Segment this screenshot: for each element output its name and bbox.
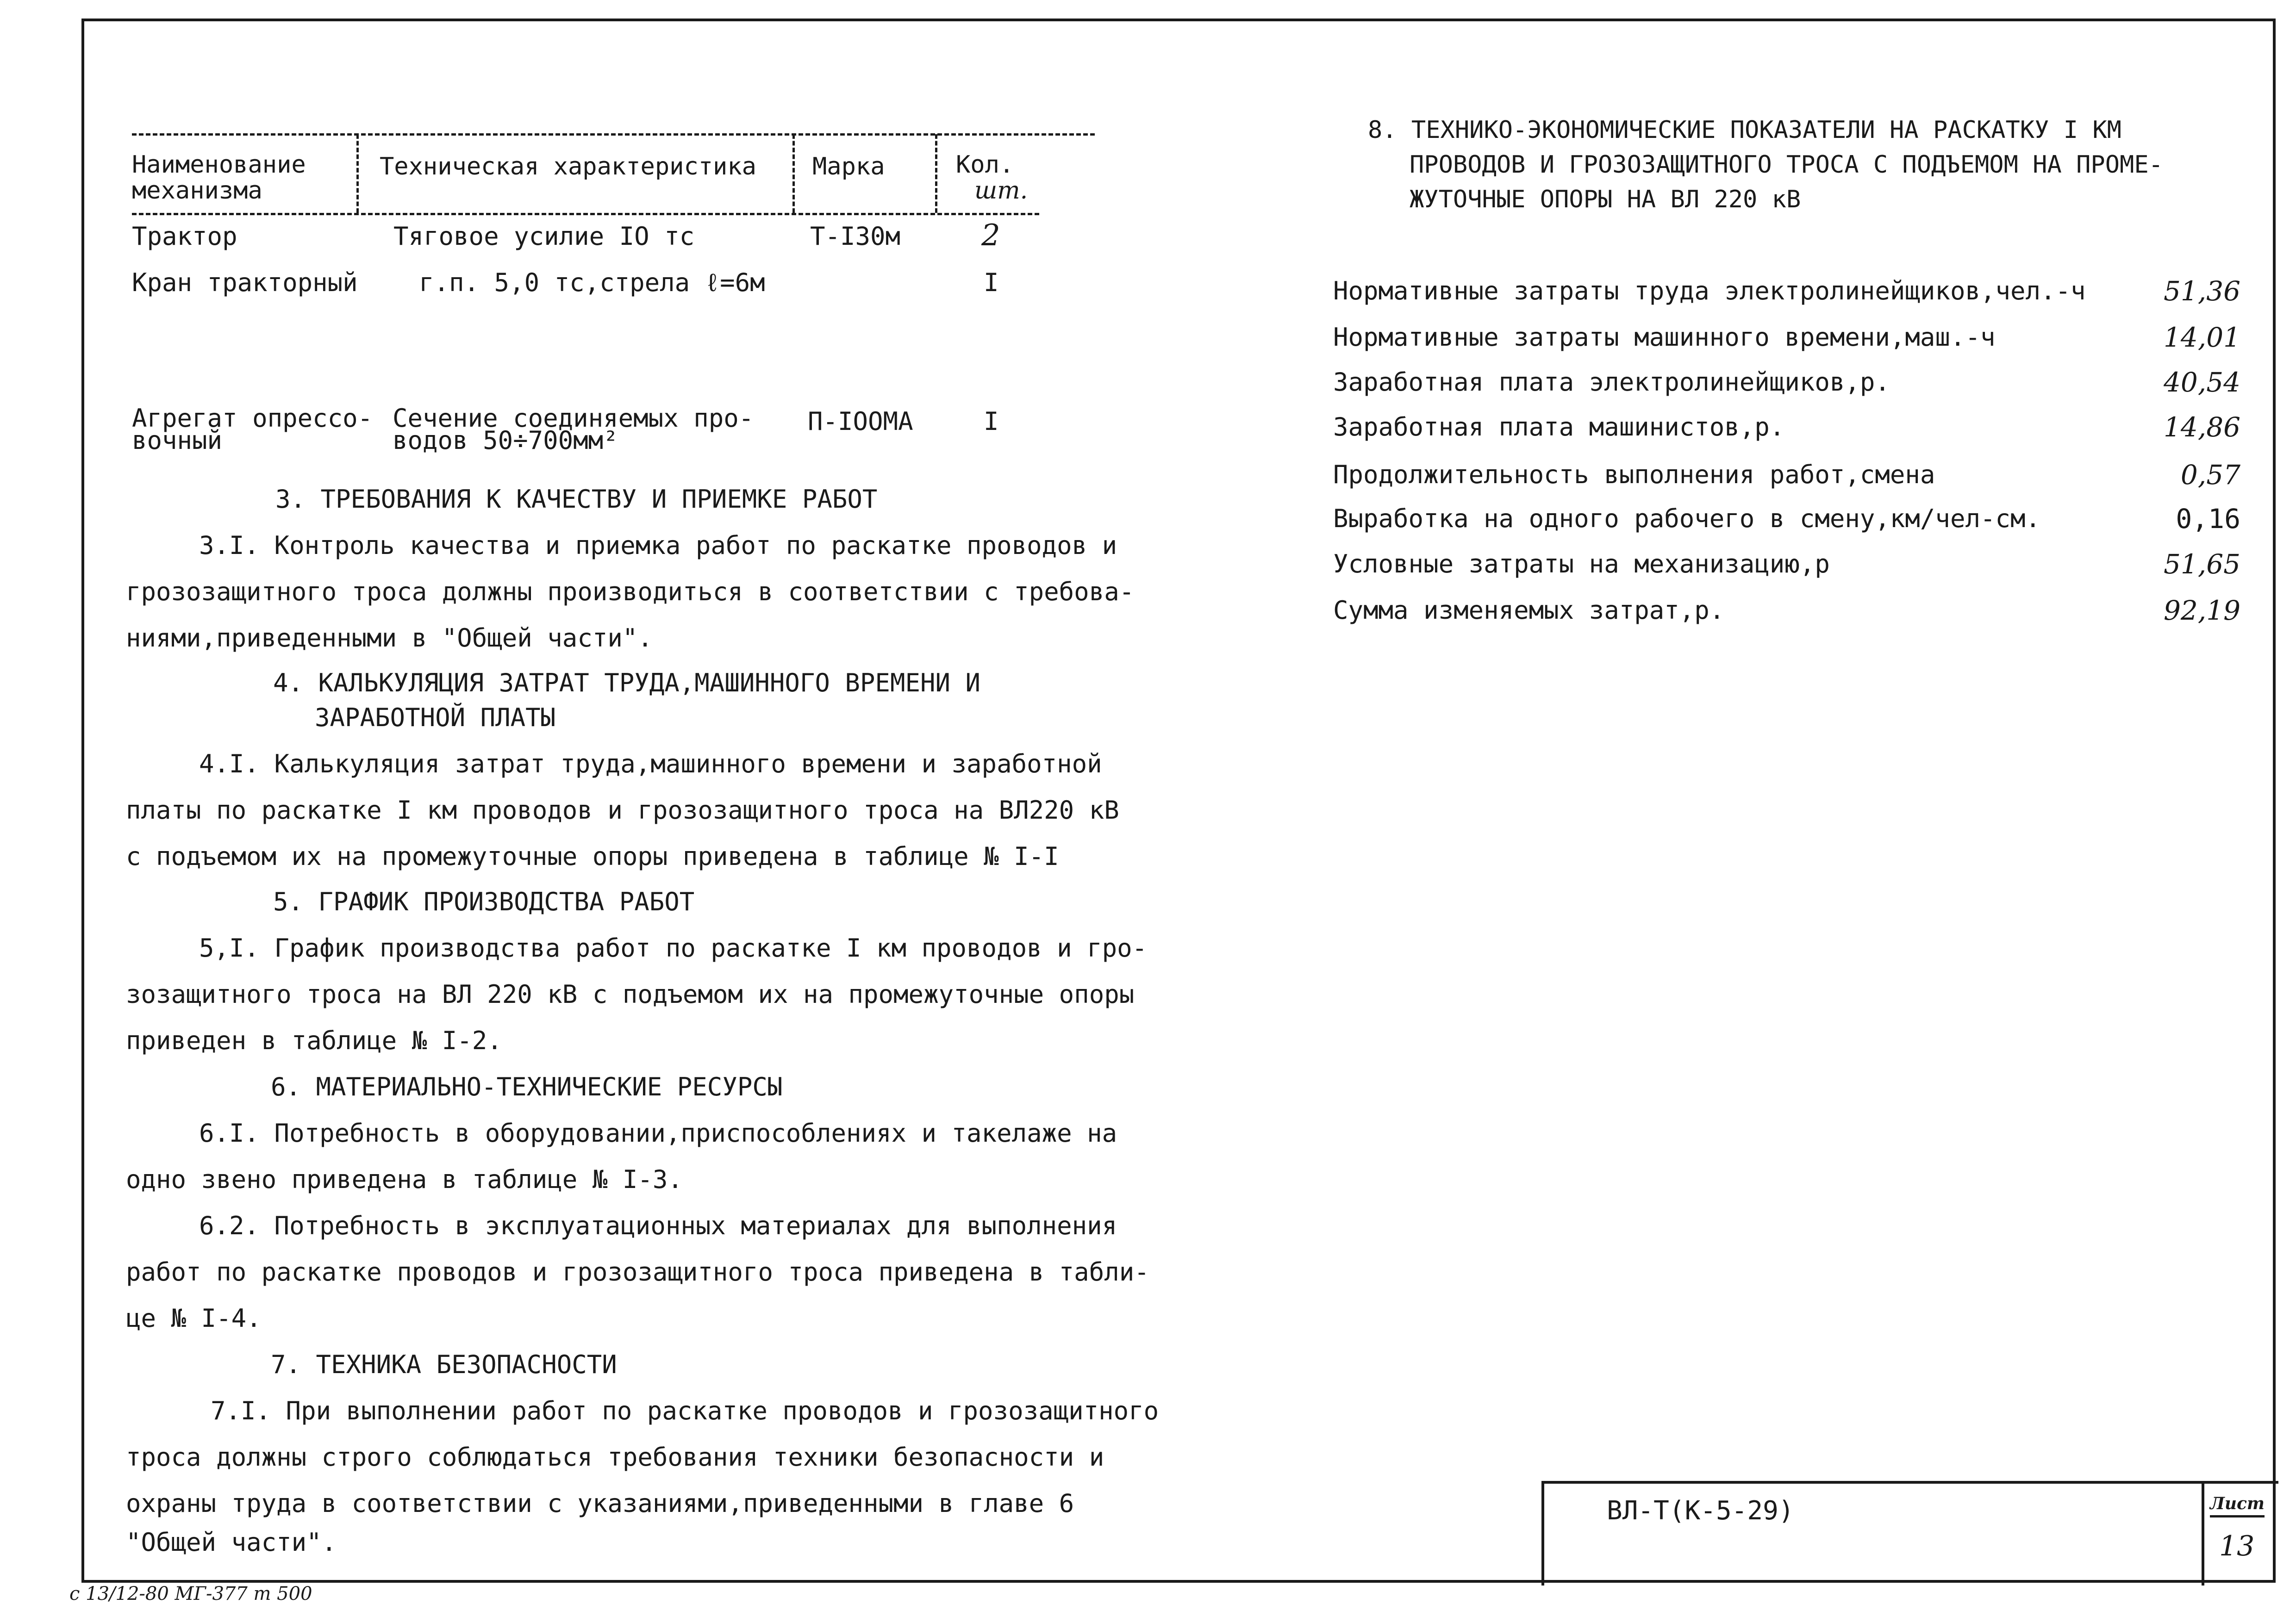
header-spec: Техническая характеристика	[380, 153, 756, 180]
header-name: Наименование механизма	[132, 151, 306, 205]
indicator-label: Нормативные затраты машинного времени,маш.-ч	[1333, 323, 1996, 352]
table-col-divider-1	[356, 134, 359, 213]
row3-brand: П-IOOMA	[808, 407, 913, 436]
header-qty: Кол. шт.	[956, 151, 1028, 205]
indicator-value: 51,36	[2163, 275, 2240, 307]
sheet-number: 13	[2219, 1530, 2255, 1562]
indicator-value: 40,54	[2163, 367, 2240, 398]
indicator-value: 51,65	[2163, 548, 2240, 580]
table-top-rule	[132, 133, 1095, 136]
row2-qty: I	[984, 268, 999, 297]
indicator-label: Продолжительность выполнения работ,смена	[1333, 460, 1935, 489]
table-header-rule	[132, 213, 1039, 215]
section-3-title: 3. ТРЕБОВАНИЯ К КАЧЕСТВУ И ПРИЕМКЕ РАБОТ	[275, 485, 878, 514]
indicator-value: 0,16	[2176, 503, 2240, 535]
indicator-label: Заработная плата машинистов,р.	[1333, 412, 1785, 442]
table-col-divider-3	[935, 134, 937, 213]
row3-qty: I	[984, 407, 999, 436]
footer-note: с 13/12-80 МГ-377 т 500	[69, 1583, 312, 1604]
indicator-label: Сумма изменяемых затрат,р.	[1333, 596, 1725, 625]
frame-top	[81, 19, 2276, 21]
row1-qty: 2	[981, 218, 1000, 253]
sheet-cell	[2202, 1484, 2281, 1586]
section-5-title: 5. ГРАФИК ПРОИЗВОДСТВА РАБОТ	[273, 887, 695, 916]
indicator-label: Условные затраты на механизацию,р	[1333, 549, 1830, 578]
indicator-value: 14,86	[2163, 411, 2240, 443]
row1-spec: Тяговое усилие IO тс	[393, 222, 695, 251]
indicator-label: Заработная плата электролинейщиков,р.	[1333, 367, 1890, 397]
table-col-divider-2	[792, 134, 795, 213]
section-6-title: 6. МАТЕРИАЛЬНО-ТЕХНИЧЕСКИЕ РЕСУРСЫ	[271, 1072, 783, 1101]
row3-name: Агрегат опрессо- вочный	[132, 404, 373, 455]
row2-spec: г.п. 5,0 тс,стрела ℓ=6м	[419, 268, 765, 297]
title-block	[1541, 1481, 2278, 1586]
indicator-label: Выработка на одного рабочего в смену,км/чел-см.	[1333, 504, 2041, 533]
indicator-value: 92,19	[2163, 595, 2240, 626]
indicator-value: 14,01	[2163, 322, 2240, 353]
row2-name: Кран тракторный	[132, 268, 358, 297]
drawing-code: ВЛ-Т(К-5-29)	[1607, 1496, 1794, 1526]
row1-name: Трактор	[132, 222, 237, 251]
frame-right	[2273, 19, 2276, 1583]
sheet-label: Лист	[2210, 1494, 2265, 1517]
row1-brand: Т-I30м	[810, 222, 901, 251]
indicator-value: 0,57	[2180, 459, 2240, 491]
header-brand: Марка	[812, 153, 885, 180]
section-7-title: 7. ТЕХНИКА БЕЗОПАСНОСТИ	[271, 1350, 617, 1379]
row3-spec: Сечение соединяемых про- водов 50÷700мм²	[393, 404, 754, 455]
indicator-label: Нормативные затраты труда электролинейщиков,чел.-ч	[1333, 276, 2086, 305]
frame-left	[81, 19, 84, 1583]
